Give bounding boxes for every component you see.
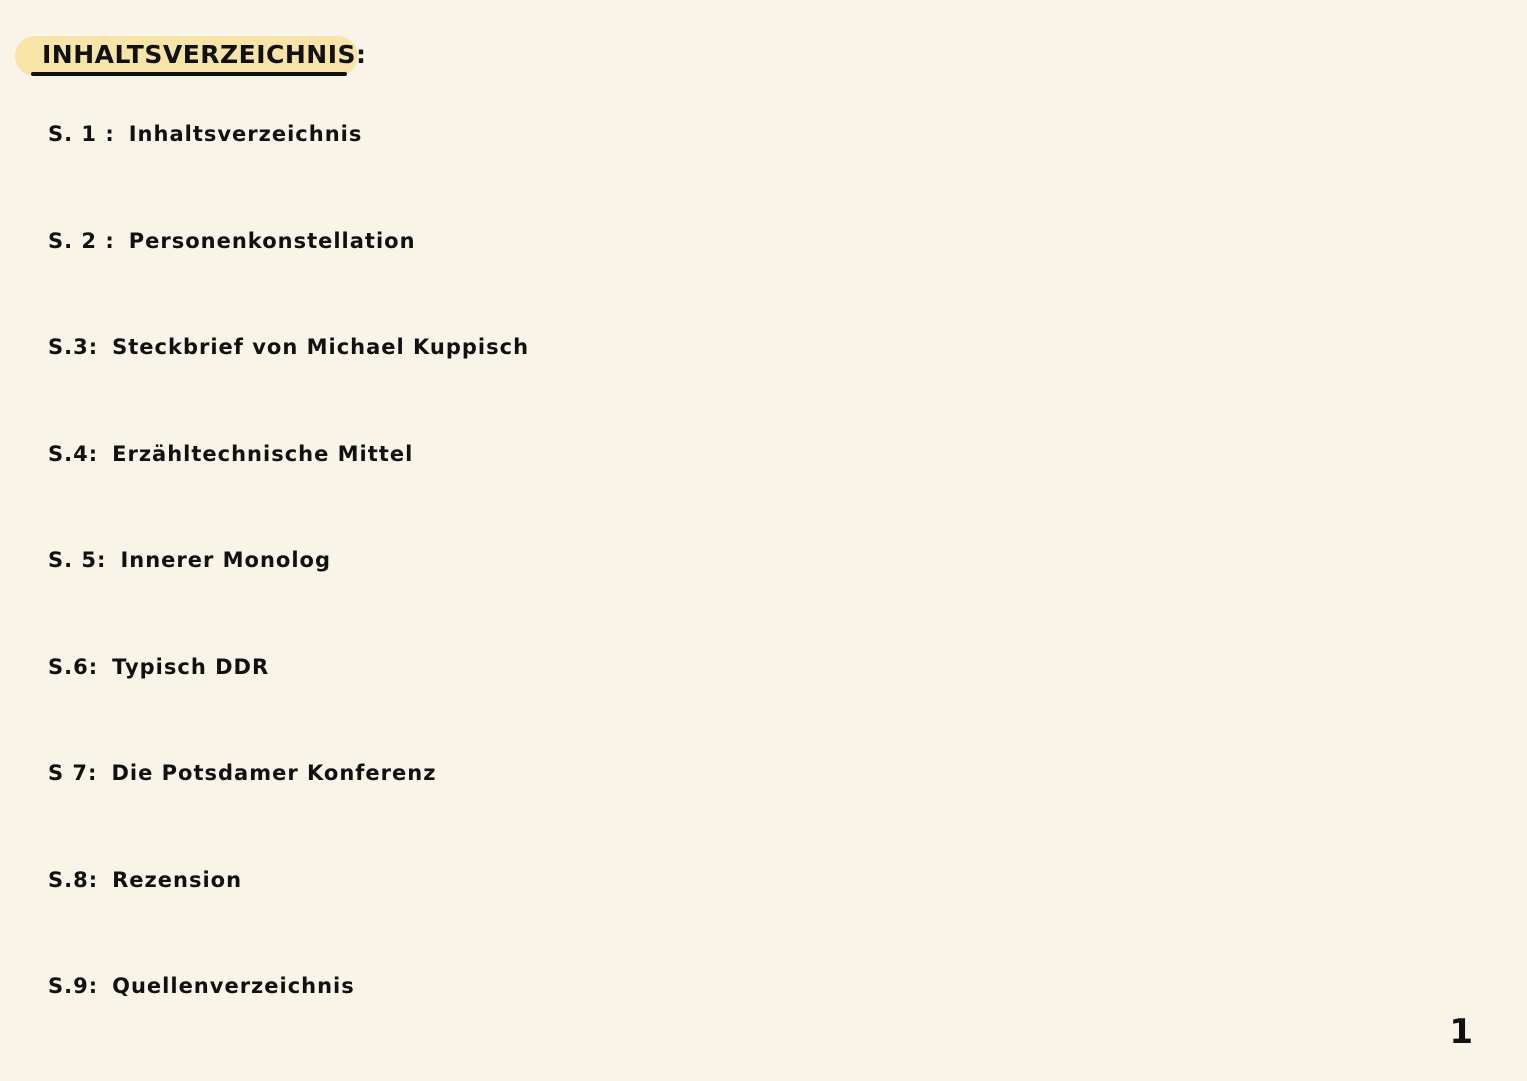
toc-label: Quellenverzeichnis <box>112 974 355 998</box>
page-title: INHALTSVERZEICHNIS: <box>42 40 367 69</box>
toc-page-ref: S. 2 : <box>48 228 115 253</box>
toc-label: Steckbrief von Michael Kuppisch <box>112 335 530 359</box>
toc-page-ref: S.8: <box>48 867 99 892</box>
toc-label: Die Potsdamer Konferenz <box>111 761 437 785</box>
toc-label: Inhaltsverzeichnis <box>128 122 363 146</box>
toc-page-ref: S.9: <box>48 974 99 998</box>
toc-item-7[interactable] <box>48 761 529 868</box>
toc-page-ref: S 7: <box>48 761 98 785</box>
toc-page-ref: S. 5: <box>48 548 107 572</box>
toc-label: Rezension <box>112 867 243 892</box>
toc-item-5[interactable] <box>48 548 529 655</box>
toc-item-3[interactable] <box>48 335 529 442</box>
page-number: 1 <box>1449 1012 1473 1052</box>
toc-label: Innerer Monolog <box>120 548 332 572</box>
toc-item-8[interactable] <box>48 868 529 975</box>
toc-label: Erzähltechnische Mittel <box>112 441 414 466</box>
toc-page-ref: S. 1 : <box>48 122 115 146</box>
toc-page-ref: S.4: <box>48 441 99 466</box>
toc-item-9[interactable] <box>48 974 529 1081</box>
toc-page-ref: S.3: <box>48 335 99 359</box>
toc-item-4[interactable] <box>48 442 529 549</box>
toc-item-6[interactable] <box>48 655 529 762</box>
toc-item-2[interactable] <box>48 229 529 336</box>
toc-label: Typisch DDR <box>112 654 270 679</box>
page-title-block <box>15 36 367 78</box>
title-underline <box>31 72 347 76</box>
table-of-contents <box>48 122 529 1081</box>
toc-item-1[interactable] <box>48 122 529 229</box>
toc-page-ref: S.6: <box>48 654 99 679</box>
toc-label: Personenkonstellation <box>128 228 416 253</box>
